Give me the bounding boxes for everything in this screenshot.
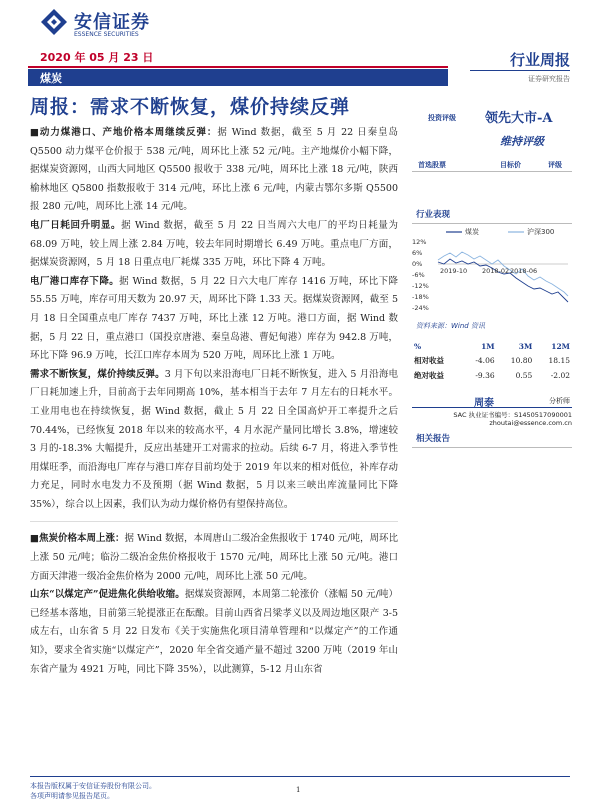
report-subtitle: 证券研究报告 [528,75,570,83]
x-tick: 2018-02 [482,267,510,275]
table-row [412,368,572,383]
y-tick: -24% [412,304,429,312]
section-divider [30,521,398,522]
stock-col-2: 目标价 [500,160,521,169]
paragraph [30,586,398,679]
report-type: 行业周报 [509,51,570,69]
paragraph [30,530,398,586]
analyst-sac: SAC 执业证书编号：S1450517090001 [453,411,572,419]
table-row [412,353,572,368]
paragraph-lead: 需求不断恢复，煤价持续反弹。 [30,368,165,380]
paragraph-text: 据 Wind 数据，本周唐山二级冶金焦报收于 1740 元/吨，周环比上涨 50 元/吨；临汾二级冶金焦价格报收于 1570 元/吨，周环比上涨 50 元/吨。港口方面天津港一级冶金焦价格为 2000 元/吨，周环比上涨 50 元/吨。 [30,533,398,582]
paragraph-lead: ■焦炭价格本周上涨： [30,533,125,545]
x-tick: 2018-06 [510,267,538,275]
perf-section [412,208,572,224]
table-cell: 10.80 [510,356,533,365]
stock-col-1: 首选股票 [418,160,446,169]
legend-label-coal: 煤炭 [465,228,479,236]
table-header-row [412,340,572,353]
analyst-role: 分析师 [549,397,570,405]
analyst-name: 周泰 [474,398,494,409]
report-date: 2020 年 05 月 23 日 [40,51,154,64]
y-tick: 0% [412,260,423,268]
paragraph-text: 据煤炭资源网，本周第二轮涨价（涨幅 50 元/吨）已经基本落地，目前第三轮提涨正在酝酿。目前山西省吕梁孝义以及周边地区限产 3-5 成左右，山东省 5 月 22 日发布《关于实施焦化项目清单管理和“以煤定产”的工作通知》，要求全省实施“以煤定产”，2020 年全省交通产量不超过 3200 万吨（2019 年山东省产量为 4921 万吨，同比下降 35%），以此测算，5-12 月山东省 [30,589,398,675]
paragraph-lead: 山东“以煤定产”促进焦化供给收缩。 [30,589,185,601]
paragraph-lead: 电厂港口库存下降。 [30,275,120,287]
table-header-cell: 12M [551,342,570,351]
page-title: 周报：需求不断恢复，煤价持续反弹 [30,96,351,118]
analyst-block [412,394,572,427]
table-row-label: 绝对收益 [414,371,444,380]
analyst-email[interactable]: zhoutai@essence.com.cn [489,419,572,427]
paragraph-lead: 电厂日耗回升明显。 [30,219,122,231]
y-tick: 6% [412,249,423,257]
table-row-label: 相对收益 [414,356,444,365]
paragraph [30,273,398,366]
legend-label-hs300: 沪深300 [527,228,555,236]
table-cell: -9.36 [475,371,495,380]
industry-band [28,69,448,86]
y-tick: 12% [412,238,427,246]
paragraph-text: 3 月下旬以来沿海电厂日耗不断恢复，进入 5 月沿海电厂日耗加速上升，目前高于去年同期高 10%，基本相当于去年 7 月左右的日耗水平。工业用电也在持续恢复，据 Wind 数据，截止 5 月 22 日全国高炉开工率提升之后 70.44%，已经恢复 2018 年以来的较高水平，4 月水泥产量同比增长 3.8%，增速较 3 月的-18.3% 大幅提升，反应出基建开工对需求的拉动。后续 6-7 月，将进入季节性用煤旺季，而沿海电厂库存与港口库存目前均处于 2019 年以来的相对低位，补库存动力充足，同时水电发力不及预期（据 Wind 数据，5 月以来三峡出库流量同比下降 35%），综合以上因素，我们认为动力煤价格仍有望保持高位。 [30,368,398,510]
perf-title: 行业表现 [416,210,451,220]
table-cell: 0.55 [515,371,533,380]
table-header-cell: % [414,342,422,351]
related-rule [412,447,572,448]
header-rule [28,66,448,68]
paragraph [30,124,398,217]
table-cell: -2.02 [550,371,570,380]
perf-table [412,340,572,383]
paragraph-lead: ■动力煤港口、产地价格本周继续反弹： [30,127,218,138]
y-tick: -12% [412,282,429,290]
logo-mark-icon [40,8,68,36]
logo-text-en: ESSENCE SECURITIES [74,31,139,38]
logo-text-cn: 安信证券 [74,12,150,33]
paragraph [30,217,398,273]
perf-chart [412,226,572,318]
footer-line1: 本报告版权属于安信证券股份有限公司。 [30,782,156,790]
y-tick: -18% [412,293,429,301]
main-body [30,124,398,679]
table-header-cell: 3M [518,342,533,351]
industry-label: 煤炭 [40,72,62,85]
table-header-cell: 1M [481,342,495,351]
rating-maintain: 维持评级 [500,135,544,148]
related-title: 相关报告 [416,434,451,444]
paragraph-text: 据 Wind 数据，截至 5 月 22 日当周六大电厂的平均日耗量为 68.09 万吨，较上周上涨 2.84 万吨，较去年同时期增长 6.49 万吨。重点电厂方面，据煤炭资源网，5 月 18 日重点电厂耗煤 335 万吨，环比下降 4 万吨。 [30,219,398,269]
paragraph [30,366,398,515]
y-tick: -6% [412,271,425,279]
x-tick: 2019-10 [440,267,468,275]
stock-col-3: 评级 [548,160,562,169]
paragraph-text: 据 Wind 数据，截至 5 月 22 日秦皇岛 Q5500 动力煤平仓价报于 538 元/吨，周环比上涨 52 元/吨。主产地煤价小幅下降，据煤炭资源网，山西大同地区 Q5500 报收于 338 元/吨，周环比上涨 18 元/吨，陕西榆林地区 Q5800 指数报收于 314 元/吨，环比上涨 6 元/吨，内蒙古鄂尔多斯 Q5500 报 280 元/吨，周环比上涨 14 元/吨。 [30,127,398,213]
rating-label: 投资评级 [428,113,456,122]
rating-value: 领先大市-A [485,111,553,126]
page-number: 1 [296,786,301,794]
company-logo [40,6,190,46]
paragraph-text: 据 Wind 数据，5 月 22 日六大电厂库存 1416 万吨，环比下降 55.55 万吨，库存可用天数为 20.97 天，周环比下降 1.33 天。据煤炭资源网，截至 5 月 18 日全国重点电厂库存 7437 万吨，环比上涨 12 万吨。港口方面，据 Wind 数据，5 月 22 日，重点港口（国投京唐港、秦皇岛港、曹妃甸港）库存为 942.8 万吨，环比下降 96.9 万吨，长江口库存本周为 520 万吨，周环比上涨 1 万吨。 [30,275,398,362]
report-type-rule [470,70,570,71]
perf-rule [412,223,572,224]
table-cell: -4.06 [475,356,495,365]
footer-line2: 各项声明请参见报告尾页。 [30,792,114,800]
stock-rule [412,171,572,172]
table-cell: 18.15 [548,356,570,365]
perf-source: 资料来源：Wind 资讯 [416,322,485,330]
related-section [412,432,572,448]
